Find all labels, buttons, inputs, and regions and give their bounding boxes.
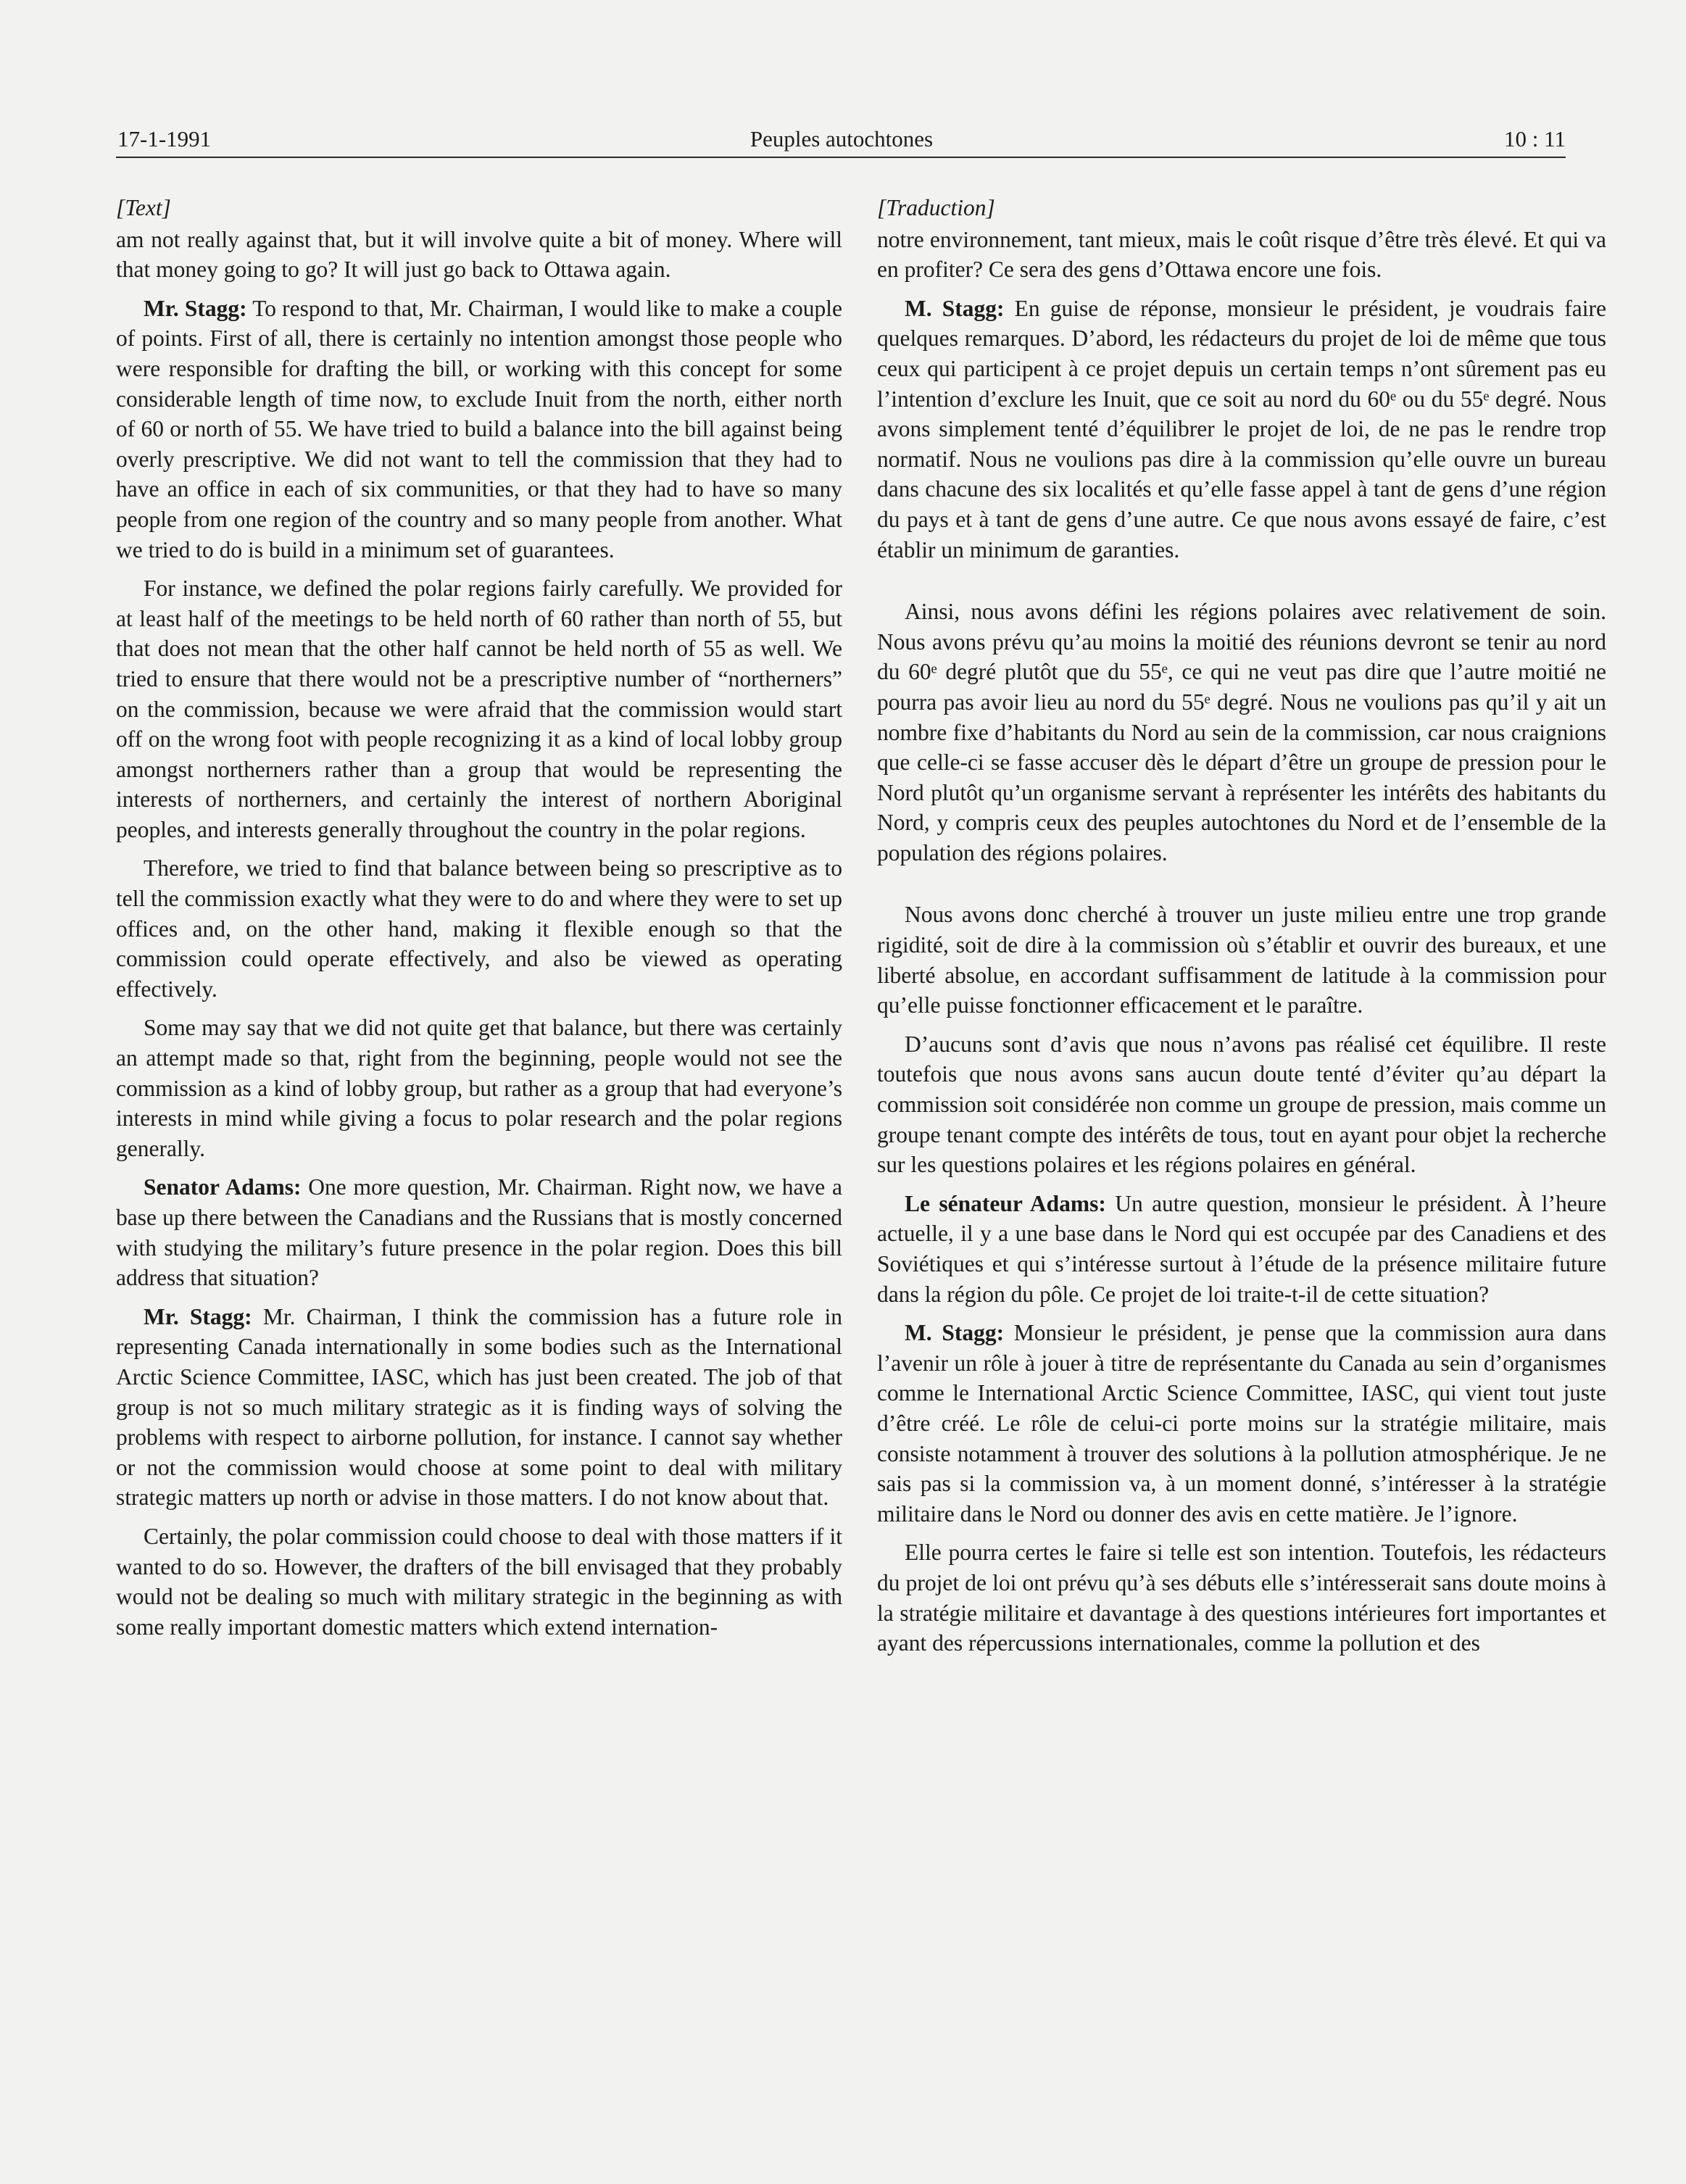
- paragraph: [116, 853, 842, 1004]
- speaker-name: M. Stagg:: [905, 1320, 1005, 1346]
- header-title: Peuples autochtones: [749, 126, 934, 151]
- column-label-traduction: [Traduction]: [877, 195, 995, 220]
- paragraph-text: Some may say that we did not quite get that balance, but there was certainly an attempt made so that, right from the beginning, people would not see the commission as a kind of lobby group, but rather as a group that had everyone’s interests in mind while giving a focus to polar research and the polar regions generally.: [116, 1015, 842, 1161]
- running-header: [117, 122, 1566, 157]
- french-column: [877, 193, 1606, 1667]
- header-rule: [116, 157, 1566, 158]
- paragraph-text: To respond to that, Mr. Chairman, I would like to make a couple of points. First of all, there is certainly no intention amongst those people who were responsible for drafting the bill, or working with this concept for some considerable length of time now, to exclude Inuit from the north, either north of 60 or north of 55. We have tried to build a balance into the bill against being overly prescriptive. We did not want to tell the commission that they had to have an office in each of six communities, or that they had to have so many people from one region of the country and so many people from another. What we tried to do is build in a minimum set of guarantees.: [116, 295, 842, 562]
- paragraph-text: Ainsi, nous avons défini les régions polaires avec relativement de soin. Nous avons prévu qu’au moins la moitié des réunions devront se tenir au nord du 60ᵉ degré plutôt que du 55ᵉ, ce qui ne veut pas dire que l’autre moitié ne pourra pas avoir lieu au nord du 55ᵉ degré. Nous ne voulions pas qu’il y ait un nombre fixe d’habitants du Nord au sein de la commission, car nous craignions que celle-ci se fasse accuser dès le départ d’être un groupe de pression pour le Nord plutôt qu’un organisme servant à représenter les intérêts des habitants du Nord, y compris ceux des peuples autochtones du Nord et de l’ensemble de la population des régions polaires.: [877, 599, 1606, 865]
- paragraph: [877, 1189, 1606, 1309]
- column-label-text: [Text]: [116, 195, 171, 220]
- paragraph-text: En guise de réponse, monsieur le président, je voudrais faire quelques remarques. D’abord, les rédacteurs du projet de loi de même que tous ceux qui participent à ce projet depuis un certain temps n’ont sûrement pas eu l’intention d’exclure les Inuit, que ce soit au nord du 60ᵉ ou du 55ᵉ degré. Nous avons simplement tenté d’équilibrer le projet de loi, de ne pas le rendre trop normatif. Nous ne voulions pas dire à la commission qu’elle ouvre un bureau dans chacune des six localités et qu’elle fasse appel à tant de gens d’une région du pays et à tant de gens d’une autre. Ce que nous avons essayé de faire, c’est établir un minimum de garanties.: [877, 295, 1606, 562]
- speaker-name: M. Stagg:: [905, 295, 1005, 321]
- paragraph: [877, 1537, 1606, 1658]
- paragraph: [116, 1013, 842, 1163]
- paragraph: [116, 1521, 842, 1642]
- paragraph: [116, 1302, 842, 1513]
- paragraph: [877, 1318, 1606, 1529]
- paragraph: [877, 597, 1606, 868]
- paragraph: [877, 294, 1606, 565]
- paragraph-text: One more question, Mr. Chairman. Right now, we have a base up there between the Canadians and the Russians that is mostly concerned with studying the military’s future presence in the polar region. Does this bill address that situation?: [116, 1174, 842, 1291]
- paragraph-text: Un autre question, monsieur le président. À l’heure actuelle, il y a une base dans le Nord qui est occupée par des Canadiens et des Soviétiques et qui s’intéresse surtout à l’étude de la présence militaire future dans la région du pôle. Ce projet de loi traite-t-il de cette situation?: [877, 1190, 1606, 1307]
- paragraph: [116, 1172, 842, 1292]
- paragraph: [877, 900, 1606, 1020]
- paragraph: [116, 294, 842, 565]
- paragraph-text: Monsieur le président, je pense que la commission aura dans l’avenir un rôle à jouer à titre de représentante du Canada au sein d’organismes comme le International Arctic Science Committee, IASC, qui vient tout juste d’être créé. Le rôle de celui-ci porte moins sur la stratégie militaire, mais consiste notamment à trouver des solutions à la pollution atmosphérique. Je ne sais pas si la commission va, à un moment donné, s’intéresser à la stratégie militaire dans le Nord ou donner des avis en cette matière. Je l’ignore.: [877, 1320, 1606, 1527]
- paragraph-text: Mr. Chairman, I think the commission has a future role in representing Canada internationally in some bodies such as the International Arctic Science Committee, IASC, which has just been created. The job of that group is not so much military strategic as it is finding ways of solving the problems with respect to airborne pollution, for instance. I cannot say whether or not the commission would choose at some point to deal with military strategic matters up north or advise in those matters. I do not know about that.: [116, 1303, 842, 1511]
- english-column: [116, 193, 842, 1651]
- speaker-name: Senator Adams:: [144, 1174, 302, 1200]
- paragraph: [116, 573, 842, 844]
- speaker-name: Mr. Stagg:: [144, 1303, 252, 1329]
- paragraph-text: notre environnement, tant mieux, mais le coût risque d’être très élevé. Et qui va en profiter? Ce sera des gens d’Ottawa encore une fois.: [877, 226, 1606, 283]
- paragraph: [877, 1029, 1606, 1180]
- paragraph-text: Nous avons donc cherché à trouver un juste milieu entre une trop grande rigidité, soit de dire à la commission où s’établir et ouvrir des bureaux, et une liberté absolue, en accordant suffisamment de latitude à la commission pour qu’elle puisse fonctionner efficacement et le paraître.: [877, 902, 1606, 1018]
- paragraph-text: Certainly, the polar commission could choose to deal with those matters if it wanted to do so. However, the drafters of the bill envisaged that they probably would not be dealing so much with military strategic in the beginning as with some really important domestic matters which extend internation-: [116, 1523, 842, 1640]
- paragraph-text: Elle pourra certes le faire si telle est son intention. Toutefois, les rédacteurs du projet de loi ont prévu qu’à ses débuts elle s’intéresserait sans doute moins à la stratégie militaire et davantage à des questions intérieures fort importantes et ayant des répercussions internationales, comme la pollution et des: [877, 1540, 1606, 1656]
- speaker-name: Le sénateur Adams:: [905, 1190, 1106, 1216]
- paragraph-text: For instance, we defined the polar regions fairly carefully. We provided for at least half of the meetings to be held north of 60 rather than north of 55, but that does not mean that the other half cannot be held north of 55 as well. We tried to ensure that there would not be a prescriptive number of “northerners” on the commission, because we were afraid that the commission would start off on the wrong foot with people recognizing it as a kind of local lobby group amongst northerners rather than a group that would be representing the interests of northerners, and certainly the interest of northern Aboriginal peoples, and interests generally throughout the country in the polar regions.: [116, 576, 842, 842]
- paragraph: [116, 225, 842, 285]
- header-date: 17-1-1991: [117, 126, 212, 151]
- speaker-name: Mr. Stagg:: [144, 295, 247, 321]
- paragraph: [877, 225, 1606, 285]
- paragraph-text: am not really against that, but it will involve quite a bit of money. Where will that money going to go? It will just go back to Ottawa again.: [116, 226, 842, 283]
- header-page-number: 10 : 11: [1504, 126, 1566, 151]
- paragraph-text: D’aucuns sont d’avis que nous n’avons pas réalisé cet équilibre. Il reste toutefois que nous avons sans aucun doute tenté d’éviter qu’au départ la commission soit considérée non comme un groupe de pression, mais comme un groupe tenant compte des intérêts de tous, tout en ayant pour objet la recherche sur les questions polaires et les régions polaires en général.: [877, 1031, 1606, 1178]
- paragraph-text: Therefore, we tried to find that balance between being so prescriptive as to tell the commission exactly what they were to do and where they were to set up offices and, on the other hand, making it flexible enough so that the commission could operate effectively, and also be viewed as operating effectively.: [116, 855, 842, 1002]
